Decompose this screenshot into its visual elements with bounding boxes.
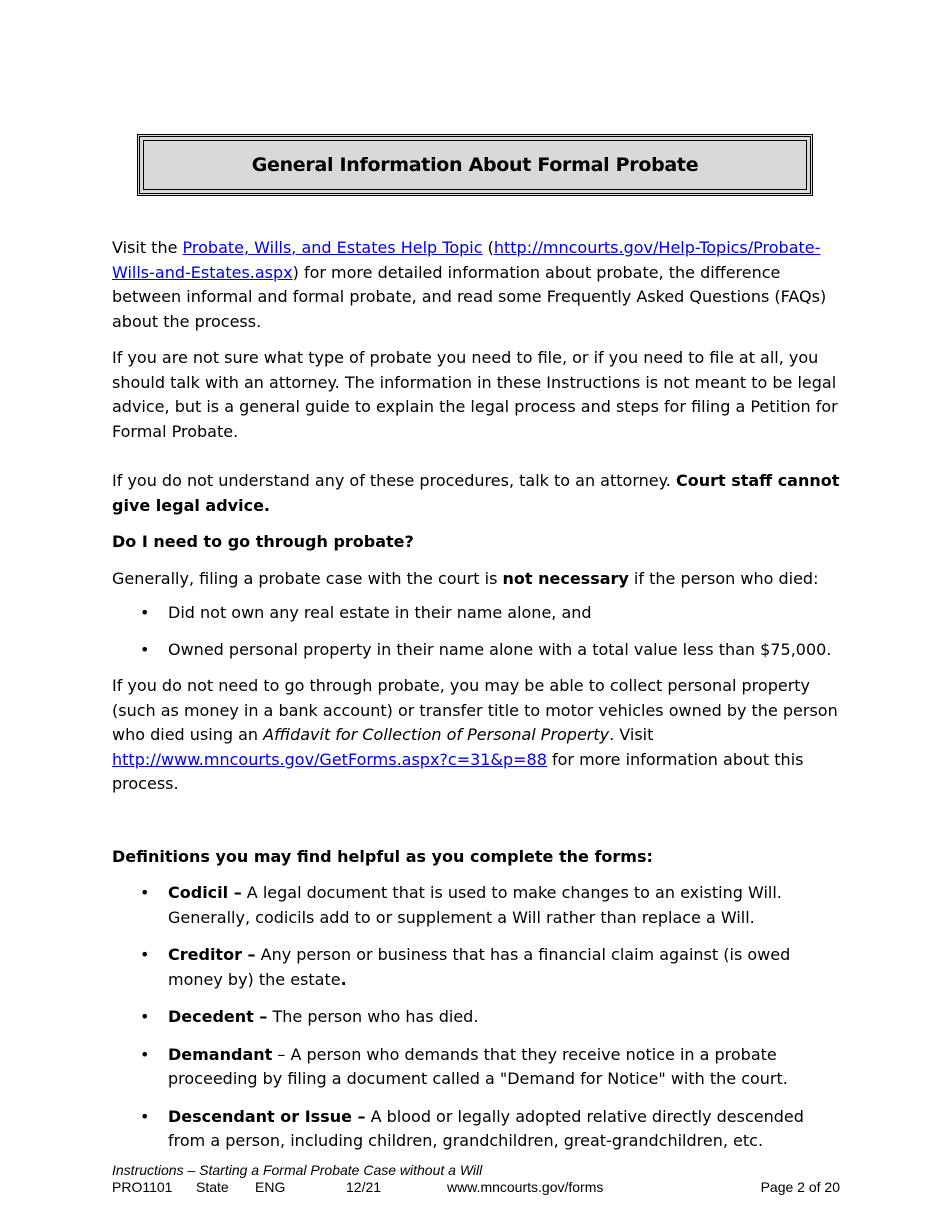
page-footer (112, 1162, 840, 1196)
definition-term: Descendant or Issue – (168, 1106, 366, 1126)
footer-date: 12/21 (346, 1179, 382, 1195)
definition-item (112, 1105, 840, 1154)
definitions-list (112, 881, 840, 1154)
help-topic-url-part-1: http://mncourts.gov/Help-Topics/Probate-Wills- (112, 238, 821, 282)
footer-doc-title: Instructions – Starting a Formal Probate Case without a Will (112, 1162, 483, 1178)
definition-term: Codicil – (168, 883, 242, 902)
intro-paragraph (112, 236, 840, 334)
page-title: General Information About Formal Probate (251, 154, 699, 176)
footer-form-number: PRO1101 (112, 1179, 173, 1195)
condition-text: Did not own any real estate in their name alone, and (168, 603, 592, 622)
definition-item (112, 881, 840, 930)
footer-page-number: Page 2 of 20 (760, 1179, 840, 1195)
bullet-icon: • (140, 1106, 150, 1126)
bullet-icon: • (140, 603, 150, 622)
footer-scope: State (196, 1179, 229, 1195)
help-topic-url-part-2: and-Estates.aspx (154, 262, 293, 282)
generally-after: if the person who died: (628, 568, 819, 588)
intro-paren: ( (482, 238, 494, 257)
intro-visit-text: Visit the (112, 238, 183, 257)
procedures-text: If you do not understand any of these procedures, talk to an attorney. (112, 471, 676, 490)
affidavit-before: If you do not need to go through probate, you may be able to collect personal property (such as money in a bank account) or transfer title to motor vehicles owned by the person who died using an (112, 676, 838, 744)
intro-rest-text: ) for more detailed information about probate, the difference between informal and formal probate, and read some Frequently Asked Questions (FAQs) about the process. (112, 262, 827, 331)
footer-website: www.mncourts.gov/forms (447, 1179, 604, 1195)
definition-term: Creditor – (168, 945, 256, 964)
bullet-icon: • (140, 945, 150, 964)
generally-before: Generally, filing a probate case with the court is (112, 568, 503, 588)
condition-text: Owned personal property in their name alone with a total value less than $75,000. (168, 639, 832, 659)
definition-item (112, 1043, 840, 1092)
definition-term: Decedent – (168, 1007, 268, 1026)
definition-end: . (340, 969, 347, 989)
footer-row (112, 1179, 840, 1196)
affidavit-mid: . Visit (609, 725, 654, 744)
definitions-heading: Definitions you may find helpful as you complete the forms: (112, 846, 653, 866)
procedures-paragraph (112, 469, 840, 518)
definition-text: Any person or business that has a financial claim against (is owed money by) the estate (168, 945, 791, 989)
legal-advice-warning: Court staff cannot give legal advice. (112, 471, 840, 515)
definition-text: A blood or legally adopted relative directly descended from a person, including children, grandchildren, great-grandchildren, etc. (168, 1106, 804, 1150)
help-topic-link[interactable]: Probate, Wills, and Estates Help Topic (182, 238, 483, 257)
affidavit-after: for more information about this process. (112, 749, 804, 793)
bullet-icon: • (140, 883, 150, 902)
definition-item (112, 1005, 840, 1030)
generally-bold: not necessary (502, 568, 629, 588)
need-probate-heading: Do I need to go through probate? (112, 532, 414, 551)
definition-text: A legal document that is used to make changes to an existing Will. Generally, codicils add to or supplement a Will rather than replace a Will. (168, 883, 782, 927)
conditions-list (112, 601, 840, 662)
definition-item (112, 943, 840, 992)
bullet-icon: • (140, 1044, 150, 1064)
main-content (112, 236, 840, 1167)
list-item (112, 601, 840, 626)
definition-term: Demandant (168, 1044, 273, 1064)
bullet-icon: • (140, 1007, 150, 1026)
attorney-paragraph: If you are not sure what type of probate you need to file, or if you need to file at all, you should talk with an attorney. The information in these Instructions is not meant to be legal advice, but is a general guide to explain the legal process and steps for filing a Petition for Formal Probate. (112, 348, 838, 441)
affidavit-paragraph (112, 674, 840, 797)
definition-text: The person who has died. (267, 1007, 479, 1026)
title-box (137, 134, 813, 196)
bullet-icon: • (140, 639, 150, 659)
list-item (112, 638, 840, 663)
getforms-link[interactable]: http://www.mncourts.gov/GetForms.aspx?c=31&p=88 (112, 749, 547, 769)
affidavit-form-name: Affidavit for Collection of Personal Property (263, 725, 610, 744)
footer-language: ENG (255, 1179, 286, 1195)
definition-text: – A person who demands that they receive notice in a probate proceeding by filing a document called a "Demand for Notice" with the court. (168, 1044, 788, 1088)
generally-paragraph (112, 567, 840, 592)
